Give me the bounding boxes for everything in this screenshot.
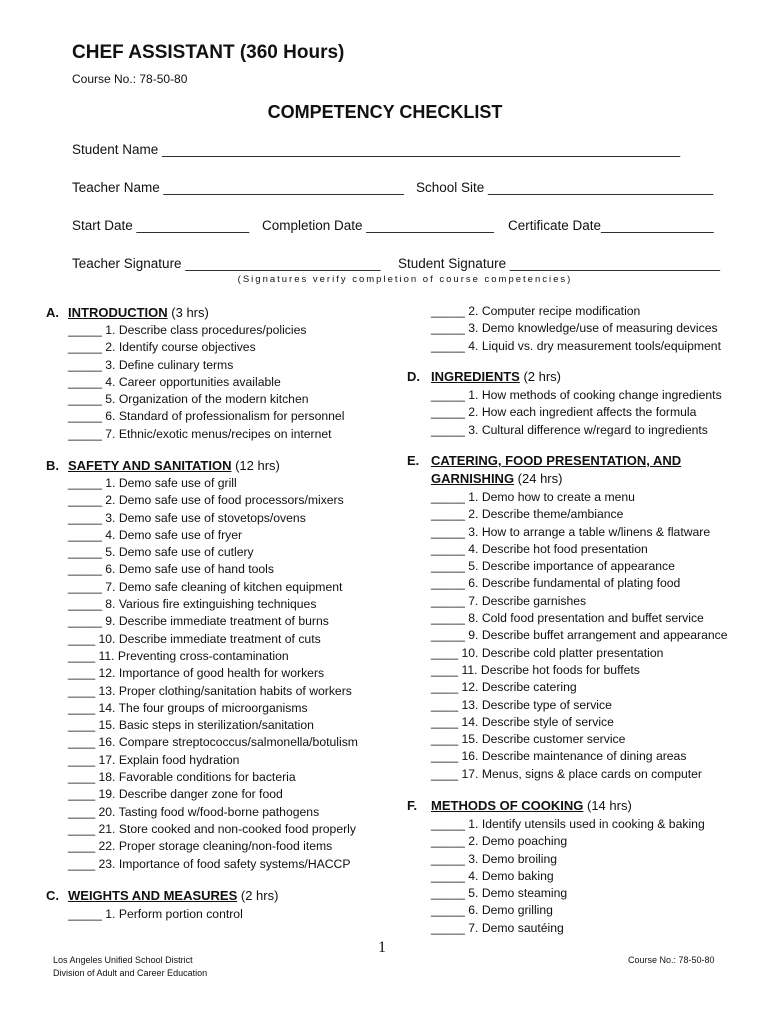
checklist-item[interactable]: _____ 1. Describe class procedures/policies [68, 323, 307, 337]
checklist-item[interactable]: ____ 12. Describe catering [431, 680, 577, 695]
checklist-item[interactable]: _____ 5. Demo steaming [431, 886, 568, 901]
certificate-date-field[interactable]: Certificate Date_______________ [508, 218, 714, 233]
section-c-letter: C. [46, 888, 59, 903]
checklist-item[interactable]: _____ 2. Demo poaching [431, 834, 568, 849]
checklist-item[interactable]: _____ 6. Demo safe use of hand tools [68, 562, 274, 577]
checklist-item[interactable]: ____ 13. Proper clothing/sanitation habits of workers [68, 683, 352, 698]
checklist-item[interactable]: _____ 7. Demo safe cleaning of kitchen equipment [68, 579, 343, 594]
page-title: CHEF ASSISTANT (360 Hours) [72, 42, 345, 63]
checklist-item[interactable]: _____ 5. Organization of the modern kitchen [68, 392, 309, 407]
checklist-item[interactable]: _____ 6. Describe fundamental of plating food [431, 576, 681, 591]
checklist-item[interactable]: ____ 15. Basic steps in sterilization/sanitation [68, 718, 314, 733]
checklist-item[interactable]: _____ 1. Demo safe use of grill [68, 476, 237, 490]
checklist-item[interactable]: ____ 18. Favorable conditions for bacteria [68, 770, 296, 785]
section-c-heading: WEIGHTS AND MEASURES (2 hrs) [68, 888, 279, 903]
checklist-item[interactable]: _____ 7. Describe garnishes [431, 593, 587, 608]
student-signature-field[interactable]: Student Signature ____________________________ [398, 256, 721, 271]
checklist-item[interactable]: ____ 11. Preventing cross-contamination [68, 648, 289, 663]
checklist-item[interactable]: ____ 19. Describe danger zone for food [68, 787, 283, 802]
teacher-signature-field[interactable]: Teacher Signature __________________________ [72, 256, 381, 271]
checklist-item[interactable]: _____ 1. Demo how to create a menu [431, 490, 635, 504]
school-site-field[interactable]: School Site ______________________________ [416, 180, 714, 195]
checklist-item[interactable]: _____ 1. Identify utensils used in cooking & baking [431, 817, 705, 831]
section-b-items [68, 475, 358, 873]
checklist-item[interactable]: ____ 10. Describe cold platter presentation [431, 645, 664, 660]
checklist-item[interactable]: ____ 10. Describe immediate treatment of cuts [68, 631, 321, 646]
section-a-heading: INTRODUCTION (3 hrs) [68, 305, 209, 320]
checklist-item[interactable]: _____ 3. Demo broiling [431, 851, 558, 866]
checklist-item[interactable]: _____ 1. Perform portion control [68, 907, 243, 921]
checklist-item[interactable]: _____ 2. Describe theme/ambiance [431, 507, 624, 522]
checklist-item[interactable]: _____ 7. Ethnic/exotic menus/recipes on internet [68, 426, 332, 441]
page-number: 1 [378, 939, 386, 956]
section-e-items [431, 489, 728, 783]
checklist-item[interactable]: ____ 13. Describe type of service [431, 697, 612, 712]
checklist-item[interactable]: _____ 9. Describe immediate treatment of burns [68, 614, 329, 629]
start-date-field[interactable]: Start Date _______________ [72, 218, 250, 233]
section-f-letter: F. [407, 798, 418, 813]
footer-course: Course No.: 78-50-80 [628, 955, 715, 965]
footer-org-line1: Los Angeles Unified School District [53, 955, 193, 965]
section-b-heading: SAFETY AND SANITATION (12 hrs) [68, 458, 280, 473]
checklist-item[interactable]: ____ 14. Describe style of service [431, 714, 614, 729]
section-a-letter: A. [46, 305, 59, 320]
checklist-item[interactable]: _____ 4. Career opportunities available [68, 374, 281, 389]
section-e-heading-line1: CATERING, FOOD PRESENTATION, AND [431, 453, 682, 468]
checklist-item[interactable]: _____ 2. Demo safe use of food processors/mixers [68, 493, 344, 508]
checklist-item[interactable]: _____ 2. Computer recipe modification [431, 304, 641, 318]
checklist-item[interactable]: _____ 4. Describe hot food presentation [431, 541, 648, 556]
checklist-item[interactable]: _____ 5. Describe importance of appearance [431, 559, 675, 574]
checklist-item[interactable]: _____ 1. How methods of cooking change ingredients [431, 388, 722, 402]
footer-org-line2: Division of Adult and Career Education [53, 968, 208, 978]
section-f-items [431, 816, 705, 937]
checklist-item[interactable]: _____ 3. Demo safe use of stovetops/ovens [68, 510, 306, 525]
checklist-item[interactable]: ____ 20. Tasting food w/food-borne pathogens [68, 804, 320, 819]
checklist-item[interactable]: _____ 2. How each ingredient affects the formula [431, 405, 697, 420]
checklist-item[interactable]: ____ 12. Importance of good health for workers [68, 666, 325, 681]
checklist-item[interactable]: _____ 2. Identify course objectives [68, 340, 256, 355]
section-d-letter: D. [407, 369, 420, 384]
checklist-item[interactable]: ____ 16. Describe maintenance of dining areas [431, 749, 687, 764]
checklist-item[interactable]: _____ 8. Various fire extinguishing techniques [68, 597, 317, 612]
checklist-item[interactable]: _____ 7. Demo sautéing [431, 920, 564, 935]
checklist-item[interactable]: _____ 3. How to arrange a table w/linens & flatware [431, 524, 711, 539]
checklist-item[interactable]: _____ 3. Define culinary terms [68, 357, 234, 372]
section-a-items [68, 322, 344, 443]
section-d-items [431, 387, 722, 439]
checklist-item[interactable]: _____ 4. Demo safe use of fryer [68, 527, 243, 542]
checklist-item[interactable]: _____ 6. Demo grilling [431, 903, 553, 918]
signature-note: (Signatures verify completion of course competencies) [237, 274, 573, 285]
checklist-item[interactable]: _____ 8. Cold food presentation and buffet service [431, 611, 704, 626]
section-f-heading: METHODS OF COOKING (14 hrs) [431, 798, 632, 813]
checklist-item[interactable]: _____ 4. Demo baking [431, 868, 554, 883]
checklist-item[interactable]: ____ 14. The four groups of microorganisms [68, 700, 308, 715]
checklist-item[interactable]: ____ 15. Describe customer service [431, 732, 626, 747]
section-c-items [68, 906, 243, 923]
checklist-item[interactable]: ____ 16. Compare streptococcus/salmonella/botulism [68, 735, 358, 750]
checklist-item[interactable]: ____ 11. Describe hot foods for buffets [431, 662, 640, 677]
checklist-item[interactable]: _____ 3. Cultural difference w/regard to ingredients [431, 422, 708, 437]
checklist-item[interactable]: ____ 17. Explain food hydration [68, 752, 240, 767]
checklist-item[interactable]: _____ 6. Standard of professionalism for personnel [68, 409, 345, 424]
checklist-item[interactable]: _____ 3. Demo knowledge/use of measuring devices [431, 321, 718, 336]
checklist-item[interactable]: _____ 5. Demo safe use of cutlery [68, 545, 254, 560]
checklist-item[interactable]: ____ 23. Importance of food safety systems/HACCP [68, 856, 351, 871]
section-c-continued-items [431, 303, 721, 355]
checklist-title: COMPETENCY CHECKLIST [267, 102, 503, 122]
section-e-letter: E. [407, 453, 420, 468]
checklist-item[interactable]: ____ 17. Menus, signs & place cards on computer [431, 766, 702, 781]
teacher-name-field[interactable]: Teacher Name ________________________________ [72, 180, 404, 195]
section-e-heading-line2: GARNISHING (24 hrs) [431, 471, 563, 486]
student-name-field[interactable]: Student Name _____________________________________________________________________ [72, 142, 681, 157]
checklist-item[interactable]: _____ 9. Describe buffet arrangement and appearance [431, 628, 728, 643]
completion-date-field[interactable]: Completion Date _________________ [262, 218, 494, 233]
course-number: Course No.: 78-50-80 [72, 72, 188, 86]
checklist-item[interactable]: ____ 22. Proper storage cleaning/non-food items [68, 839, 333, 854]
checklist-item[interactable]: _____ 4. Liquid vs. dry measurement tools/equipment [431, 338, 721, 353]
section-b-letter: B. [46, 458, 59, 473]
section-d-heading: INGREDIENTS (2 hrs) [431, 369, 562, 384]
checklist-item[interactable]: ____ 21. Store cooked and non-cooked food properly [68, 821, 356, 836]
